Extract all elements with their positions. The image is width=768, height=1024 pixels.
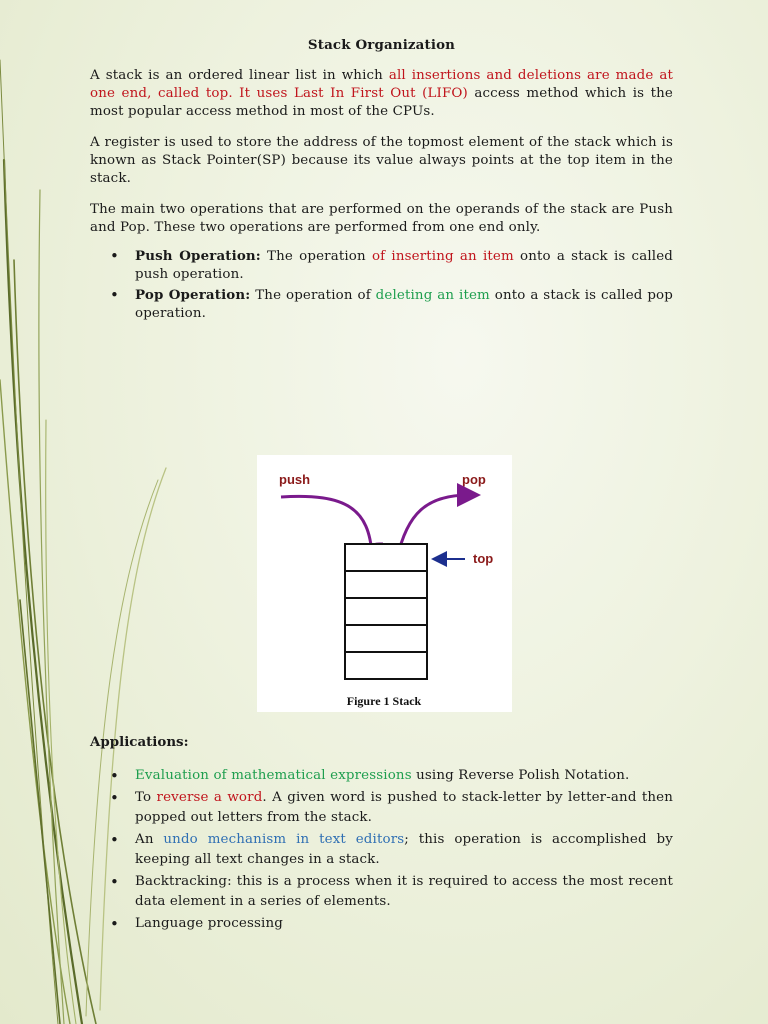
highlighted-text: undo mechanism in text editors	[163, 832, 405, 847]
text-span: To	[135, 790, 157, 805]
list-item	[90, 830, 673, 870]
bullet-icon: •	[110, 247, 119, 265]
page-title: Stack Organization	[307, 37, 456, 53]
operations-list	[90, 247, 673, 323]
pop-label: pop	[462, 472, 486, 487]
stack-cells	[345, 544, 427, 679]
stack-cell	[345, 598, 427, 625]
list-item	[90, 286, 673, 323]
top-label: top	[473, 551, 494, 566]
applications-heading: Applications:	[90, 734, 189, 750]
list-item	[90, 914, 673, 934]
highlighted-text: all insertions and deletions are made at one end, called top. It uses Last In First Out (LIFO)	[90, 68, 673, 101]
text-span: onto a stack is called push operation.	[135, 249, 673, 282]
text-span: onto a stack is called pop operation.	[135, 288, 673, 321]
highlighted-text: of inserting an item	[371, 249, 514, 264]
stack-diagram	[257, 455, 512, 712]
text-span: The operation	[260, 249, 372, 264]
stack-figure	[257, 455, 512, 712]
text-span: The operation of	[250, 288, 376, 303]
paragraph-operations: The main two operations that are performed on the operands of the stack are Push and Pop. These two operations are performed from one end only.	[90, 202, 673, 235]
text-span: Backtracking: this is a process when it is required to access the most recent data element in a series of elements.	[135, 874, 673, 909]
highlighted-text: deleting an item	[375, 288, 490, 303]
applications-list	[90, 766, 673, 936]
paragraph-stack-definition	[90, 67, 673, 121]
bullet-icon: •	[110, 831, 119, 849]
bullet-icon: •	[110, 767, 119, 785]
bullet-icon: •	[110, 789, 119, 807]
highlighted-text: Evaluation of mathematical expressions	[135, 768, 412, 783]
paragraph-stack-pointer: A register is used to store the address of the topmost element of the stack which is known as Stack Pointer(SP) because its value always points at the top item in the stack.	[90, 135, 673, 186]
list-item	[90, 788, 673, 828]
stack-cell	[345, 625, 427, 652]
bullet-icon: •	[110, 873, 119, 891]
list-item	[90, 872, 673, 912]
text-span: . A given word is pushed to stack-letter by letter-and then popped out letters from the stack.	[135, 790, 673, 825]
stack-cell	[345, 652, 427, 679]
list-item	[90, 247, 673, 284]
stack-cell	[345, 544, 427, 571]
text-span: using Reverse Polish Notation.	[411, 768, 630, 783]
stack-cell	[345, 571, 427, 598]
figure-caption: Figure 1 Stack	[346, 694, 422, 708]
text-span: Language processing	[135, 916, 283, 931]
document-body	[90, 36, 673, 325]
push-label: push	[279, 472, 311, 487]
list-item	[90, 766, 673, 786]
text-span: An	[135, 832, 164, 847]
bullet-icon: •	[110, 286, 119, 304]
operation-label: Pop Operation:	[135, 287, 251, 303]
text-span: A stack is an ordered linear list in which	[90, 68, 389, 83]
highlighted-text: reverse a word	[156, 790, 263, 805]
text-span: ; this operation is accomplished by keeping all text changes in a stack.	[135, 832, 673, 867]
bullet-icon: •	[110, 915, 119, 933]
text-span: access method which is the most popular access method in most of the CPUs.	[90, 86, 674, 119]
operation-label: Push Operation:	[135, 248, 261, 264]
